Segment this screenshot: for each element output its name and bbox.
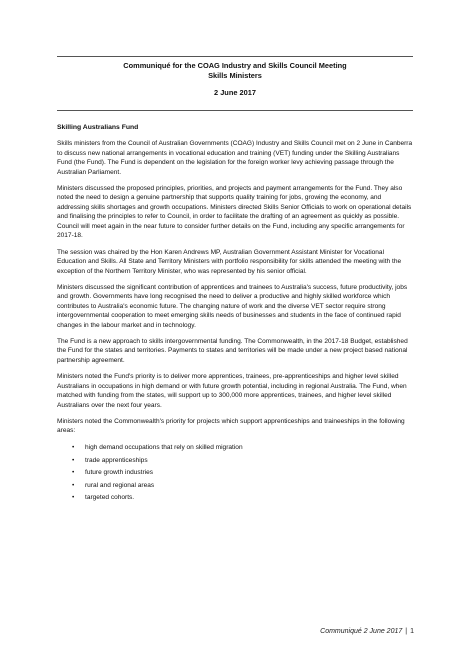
- list-item: [57, 442, 413, 455]
- bullet-icon: •: [72, 494, 75, 502]
- document-title: Communiqué for the COAG Industry and Skills Council Meeting: [123, 61, 347, 70]
- bullet-icon: •: [72, 444, 75, 452]
- section-heading: Skilling Australians Fund: [57, 124, 139, 131]
- document-subtitle: Skills Ministers: [208, 71, 262, 81]
- paragraph: Ministers discussed the significant contribution of apprentices and trainees to Australia's success, future productivity, jobs and growth. Governments have long recognised the need to deliver a productive and highly skilled workforce which contributes to Australia's economic future. The changing nature of work and the diverse VET sector require strong intergovernmental cooperation to meet emerging skills needs of businesses and students in the face of continued rapid changes in the labour market and in technology.: [57, 283, 408, 329]
- bullet-icon: •: [72, 456, 75, 464]
- priority-list: [57, 442, 413, 505]
- paragraph: Skills ministers from the Council of Australian Governments (COAG) Industry and Skills Council met on 2 June in Canberra to discuss new national arrangements in vocational education and training (VET) funding under the Skilling Australians Fund (the Fund). The Fund is dependent on the legislation for the foreign worker levy achieving passage through the Australian Parliament.: [57, 140, 413, 176]
- header-bottom-rule: [57, 110, 413, 111]
- paragraph: The Fund is a new approach to skills intergovernmental funding. The Commonwealth, in the 2017-18 Budget, established the Fund for the states and territories. Payments to states and territories will be made under a new project based national partnership agreement.: [57, 337, 408, 364]
- document-date: 2 June 2017: [214, 88, 256, 98]
- list-item: [57, 455, 413, 468]
- bullet-icon: •: [72, 481, 75, 489]
- paragraph: Ministers noted the Fund's priority is to deliver more apprentices, trainees, pre-apprenticeships and higher level skilled Australians in occupations in high demand or with future growth potential, including in regional Australia. The Fund, when matched with funding from the states, will support up to 300,000 more apprentices, trainees, and higher level skilled Australians over the next four years.: [57, 373, 407, 409]
- paragraph: Ministers noted the Commonwealth's priority for projects which support apprenticeships and traineeships in the following areas:: [57, 417, 405, 435]
- document-body: [57, 123, 413, 505]
- list-item: [57, 492, 413, 505]
- footer-separator: |: [405, 628, 408, 635]
- page-number: 1: [410, 628, 414, 635]
- list-item: [57, 467, 413, 480]
- list-item: [57, 480, 413, 493]
- list-item-text: high demand occupations that rely on skilled migration: [85, 444, 243, 452]
- paragraph: Ministers discussed the proposed principles, priorities, and projects and payment arrangements for the Fund. They also noted the need to design a genuine partnership that supports quality training for jobs, growing the economy, and addressing skills shortages and growth occupations. Ministers directed Skills Senior Officials to work on operational details and finalising the principles to refer to Council, in order to facilitate the drafting of an agreement as quickly as possible. Council will meet again in the near future to consider further details on the Fund, including any specific arrangements for 2017-18.: [57, 184, 412, 240]
- list-item-text: rural and regional areas: [85, 481, 155, 489]
- bullet-icon: •: [72, 469, 75, 477]
- header-top-rule: [57, 56, 413, 57]
- list-item-text: targeted cohorts.: [85, 494, 135, 502]
- page-footer: [320, 628, 414, 635]
- document-header: [57, 61, 413, 99]
- paragraph: The session was chaired by the Hon Karen Andrews MP, Australian Government Assistant Minister for Vocational Education and Skills. All State and Territory Ministers with portfolio responsibility for skills attended the meeting with the exception of the Northern Territory Minister, who was represented by his senior official.: [57, 248, 402, 275]
- list-item-text: future growth industries: [85, 469, 154, 477]
- list-item-text: trade apprenticeships: [85, 456, 148, 464]
- footer-label: Communiqué 2 June 2017: [320, 628, 403, 635]
